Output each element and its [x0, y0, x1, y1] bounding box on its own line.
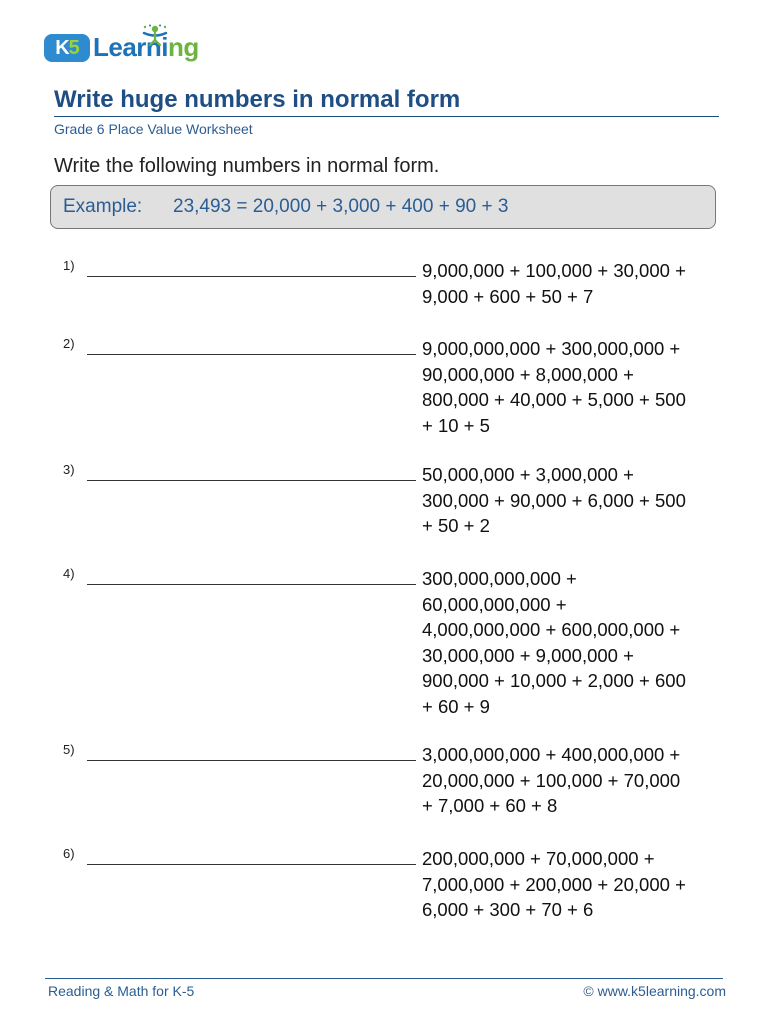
expression-line: 30,000,000 + 9,000,000 +: [422, 644, 634, 666]
logo-wordmark: Learning: [93, 32, 199, 62]
footer-website: © www.k5learning.com: [583, 983, 726, 999]
expanded-form-expression: [422, 258, 722, 309]
expression-line: + 50 + 2: [422, 515, 490, 536]
problem-number: 4): [63, 566, 75, 581]
instruction-text: Write the following numbers in normal form.: [54, 155, 440, 177]
answer-line[interactable]: [87, 276, 416, 277]
k5-badge: K5: [44, 34, 90, 62]
expression-line: 20,000,000 + 100,000 + 70,000: [422, 769, 681, 791]
title-divider: [54, 116, 719, 117]
answer-line[interactable]: [87, 480, 416, 481]
problem-number: 6): [63, 846, 75, 861]
example-box: [50, 185, 716, 229]
expression-line: 3,000,000,000 + 400,000,000 +: [422, 744, 681, 765]
expression-line: 200,000,000 + 70,000,000 +: [422, 848, 655, 869]
expression-line: 6,000 + 300 + 70 + 6: [422, 899, 594, 920]
expanded-form-expression: [422, 846, 722, 923]
expression-line: + 10 + 5: [422, 414, 490, 436]
expression-line: 300,000,000,000 +: [422, 568, 577, 589]
expression-line: 800,000 + 40,000 + 5,000 + 500: [422, 389, 686, 410]
leaping-person-icon: [140, 24, 170, 46]
expanded-form-expression: [422, 566, 722, 719]
answer-line[interactable]: [87, 584, 416, 585]
expression-line: 300,000 + 90,000 + 6,000 + 500: [422, 489, 686, 511]
example-equation: 23,493 = 20,000 + 3,000 + 400 + 90 + 3: [173, 196, 509, 217]
expression-line: 7,000,000 + 200,000 + 20,000 +: [422, 873, 686, 895]
expression-line: + 60 + 9: [422, 695, 490, 717]
expanded-form-expression: [422, 742, 722, 819]
expression-line: 900,000 + 10,000 + 2,000 + 600: [422, 670, 686, 691]
footer-tagline: Reading & Math for K-5: [48, 983, 195, 999]
expression-line: 9,000,000,000 + 300,000,000 +: [422, 338, 681, 359]
example-label: Example:: [63, 196, 143, 217]
expression-line: 60,000,000,000 +: [422, 593, 567, 615]
problem-number: 5): [63, 742, 75, 757]
problem-number: 1): [63, 258, 75, 273]
problem-number: 2): [63, 336, 75, 351]
expression-line: 9,000,000 + 100,000 + 30,000 +: [422, 260, 686, 281]
expression-line: 9,000 + 600 + 50 + 7: [422, 285, 594, 307]
footer-divider: [45, 978, 723, 979]
expression-line: 4,000,000,000 + 600,000,000 +: [422, 619, 681, 640]
expanded-form-expression: [422, 462, 722, 539]
k5-learning-logo: [44, 24, 204, 66]
worksheet-title: Write huge numbers in normal form: [54, 86, 461, 113]
expression-line: 90,000,000 + 8,000,000 +: [422, 363, 634, 385]
expression-line: + 7,000 + 60 + 8: [422, 795, 558, 816]
answer-line[interactable]: [87, 864, 416, 865]
worksheet-subtitle: Grade 6 Place Value Worksheet: [54, 121, 253, 137]
expression-line: 50,000,000 + 3,000,000 +: [422, 464, 634, 485]
expanded-form-expression: [422, 336, 722, 438]
answer-line[interactable]: [87, 354, 416, 355]
problem-number: 3): [63, 462, 75, 477]
answer-line[interactable]: [87, 760, 416, 761]
